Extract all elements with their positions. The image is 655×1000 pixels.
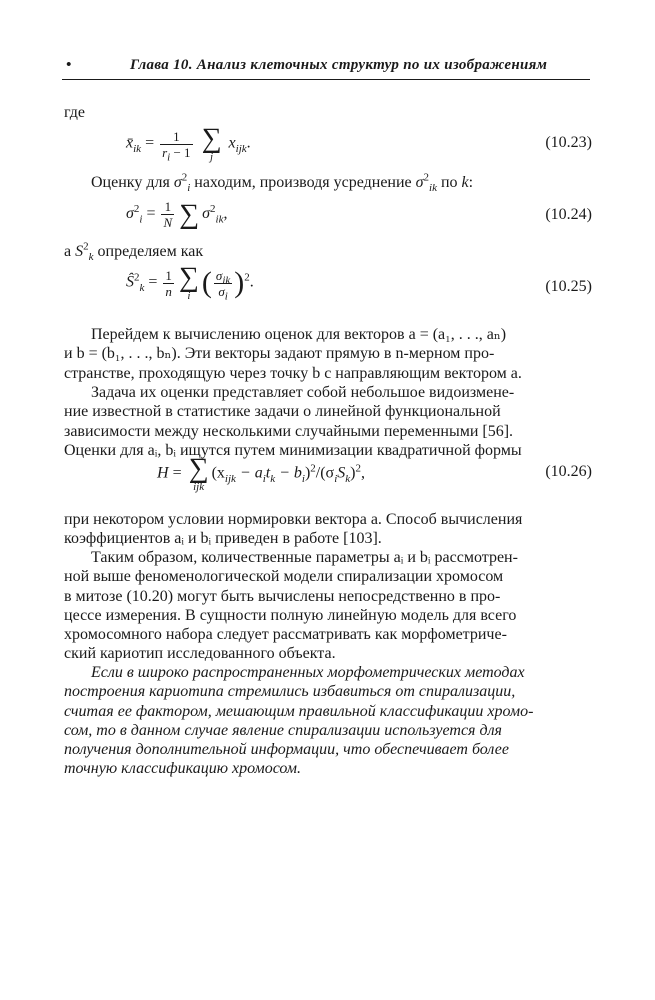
text-line: при некотором условии нормировки вектора a. Способ вычисления (64, 511, 523, 528)
paragraph-normalization (64, 510, 591, 549)
where-word: где (64, 104, 86, 121)
text-line: получения дополнительной информации, что обеспечивает более (64, 741, 509, 759)
paragraph-estimation-task (64, 383, 591, 460)
text-line: Оценки для aᵢ, bᵢ ищутся путем минимизации квадратичной формы (64, 441, 522, 459)
text-line: ной выше феноменологической модели спирализации хромосом (64, 568, 504, 586)
fraction: $\frac{\sigma_{ik}}{\sigma_i}$ (215, 267, 231, 303)
text-line: цессе измерения. В сущности полную линейную модель для всего (64, 606, 517, 624)
text-line: Таким образом, количественные параметры aᵢ и bᵢ рассмотрен- (91, 549, 518, 566)
text-line: хромосомного набора следует рассматривать как морфометриче- (64, 626, 507, 644)
running-head (62, 57, 590, 79)
equation-number-10-24: (10.24) (545, 206, 592, 223)
text-line: коэффициентов aᵢ и bᵢ приведен в работе [103]. (64, 530, 382, 548)
summation-sign: ∑ ijk (188, 453, 209, 493)
summation-sign: ∑ j (201, 123, 222, 163)
paragraph-vectors (64, 325, 591, 383)
text-line: Задача их оценки представляет собой небольшое видоизмене- (91, 384, 515, 401)
sigma-intro-line: Оценку для $\sigma^2_i$ находим, производя усреднение $\sigma^2_{ik}$ по k: (91, 171, 474, 195)
text-line: считая ее фактором, мешающим правильной классификации хромо- (64, 702, 534, 720)
text-line: точную классификацию хромосом. (64, 760, 302, 778)
fraction: $\frac{1}{r_i - 1}$ (162, 128, 191, 164)
fraction: $\frac{1}{n}$ (165, 267, 172, 299)
equation-number-10-25: (10.25) (545, 278, 592, 295)
text-line: и b = (b₁, . . ., bₙ). Эти векторы задают прямую в n-мерном про- (64, 345, 495, 363)
fraction: $\frac{1}{N}$ (163, 199, 173, 230)
summation-sign: ∑ i (178, 262, 199, 302)
equation-number-10-26: (10.26) (545, 463, 592, 480)
text-line: Перейдем к вычислению оценок для векторов a = (a₁, . . ., aₙ) (91, 326, 507, 343)
equation-number-10-23: (10.23) (545, 134, 592, 151)
equation-10-23: $x̄_{ik}$ = $\frac{1}{r_i - 1}$ ∑ j $x_{ijk}$. (126, 123, 251, 164)
text-line: построения кариотипа стремились избавиться от спирализации, (64, 683, 516, 701)
text-line: Если в широко распространенных морфометрических методах (91, 664, 525, 681)
paragraph-karyotype (64, 548, 591, 664)
text-line: ние известной в статистике задачи о линейной функциональной (64, 403, 501, 421)
text-line: зависимости между несколькими случайными переменными [56]. (64, 422, 514, 440)
equation-10-25: $Ŝ^2_k$ = $\frac{1}{n}$ ∑ i ( $\frac{\sigma_{ik}}{\sigma_i}$ )$^2$. (126, 262, 254, 303)
s-intro-line: а $S^2_k$ определяем как (64, 240, 204, 264)
text-line: в митозе (10.20) могут быть вычислены непосредственно в про- (64, 587, 501, 605)
text-line: сом, то в данном случае явление спирализации используется для (64, 721, 502, 739)
chapter-title: Глава 10. Анализ клеточных структур по их изображениям (130, 57, 548, 73)
page-number: • (66, 57, 72, 73)
header-rule (62, 79, 590, 80)
text-line: странстве, проходящую через точку b с направляющим вектором a. (64, 364, 522, 382)
equation-10-24: $\sigma^2_i$ = $\frac{1}{N}$ ∑ $\sigma^2_{ik}$, (126, 198, 228, 230)
paragraph-italic-conclusion (64, 663, 591, 779)
equation-10-26: H = ∑ ijk $(x_{ijk} - a_it_k - b_i)^2/(\sigma_iS_k)^2$, (157, 453, 365, 493)
text-line: ский кариотип исследованного объекта. (64, 645, 336, 663)
summation-sign: ∑ (179, 198, 200, 230)
